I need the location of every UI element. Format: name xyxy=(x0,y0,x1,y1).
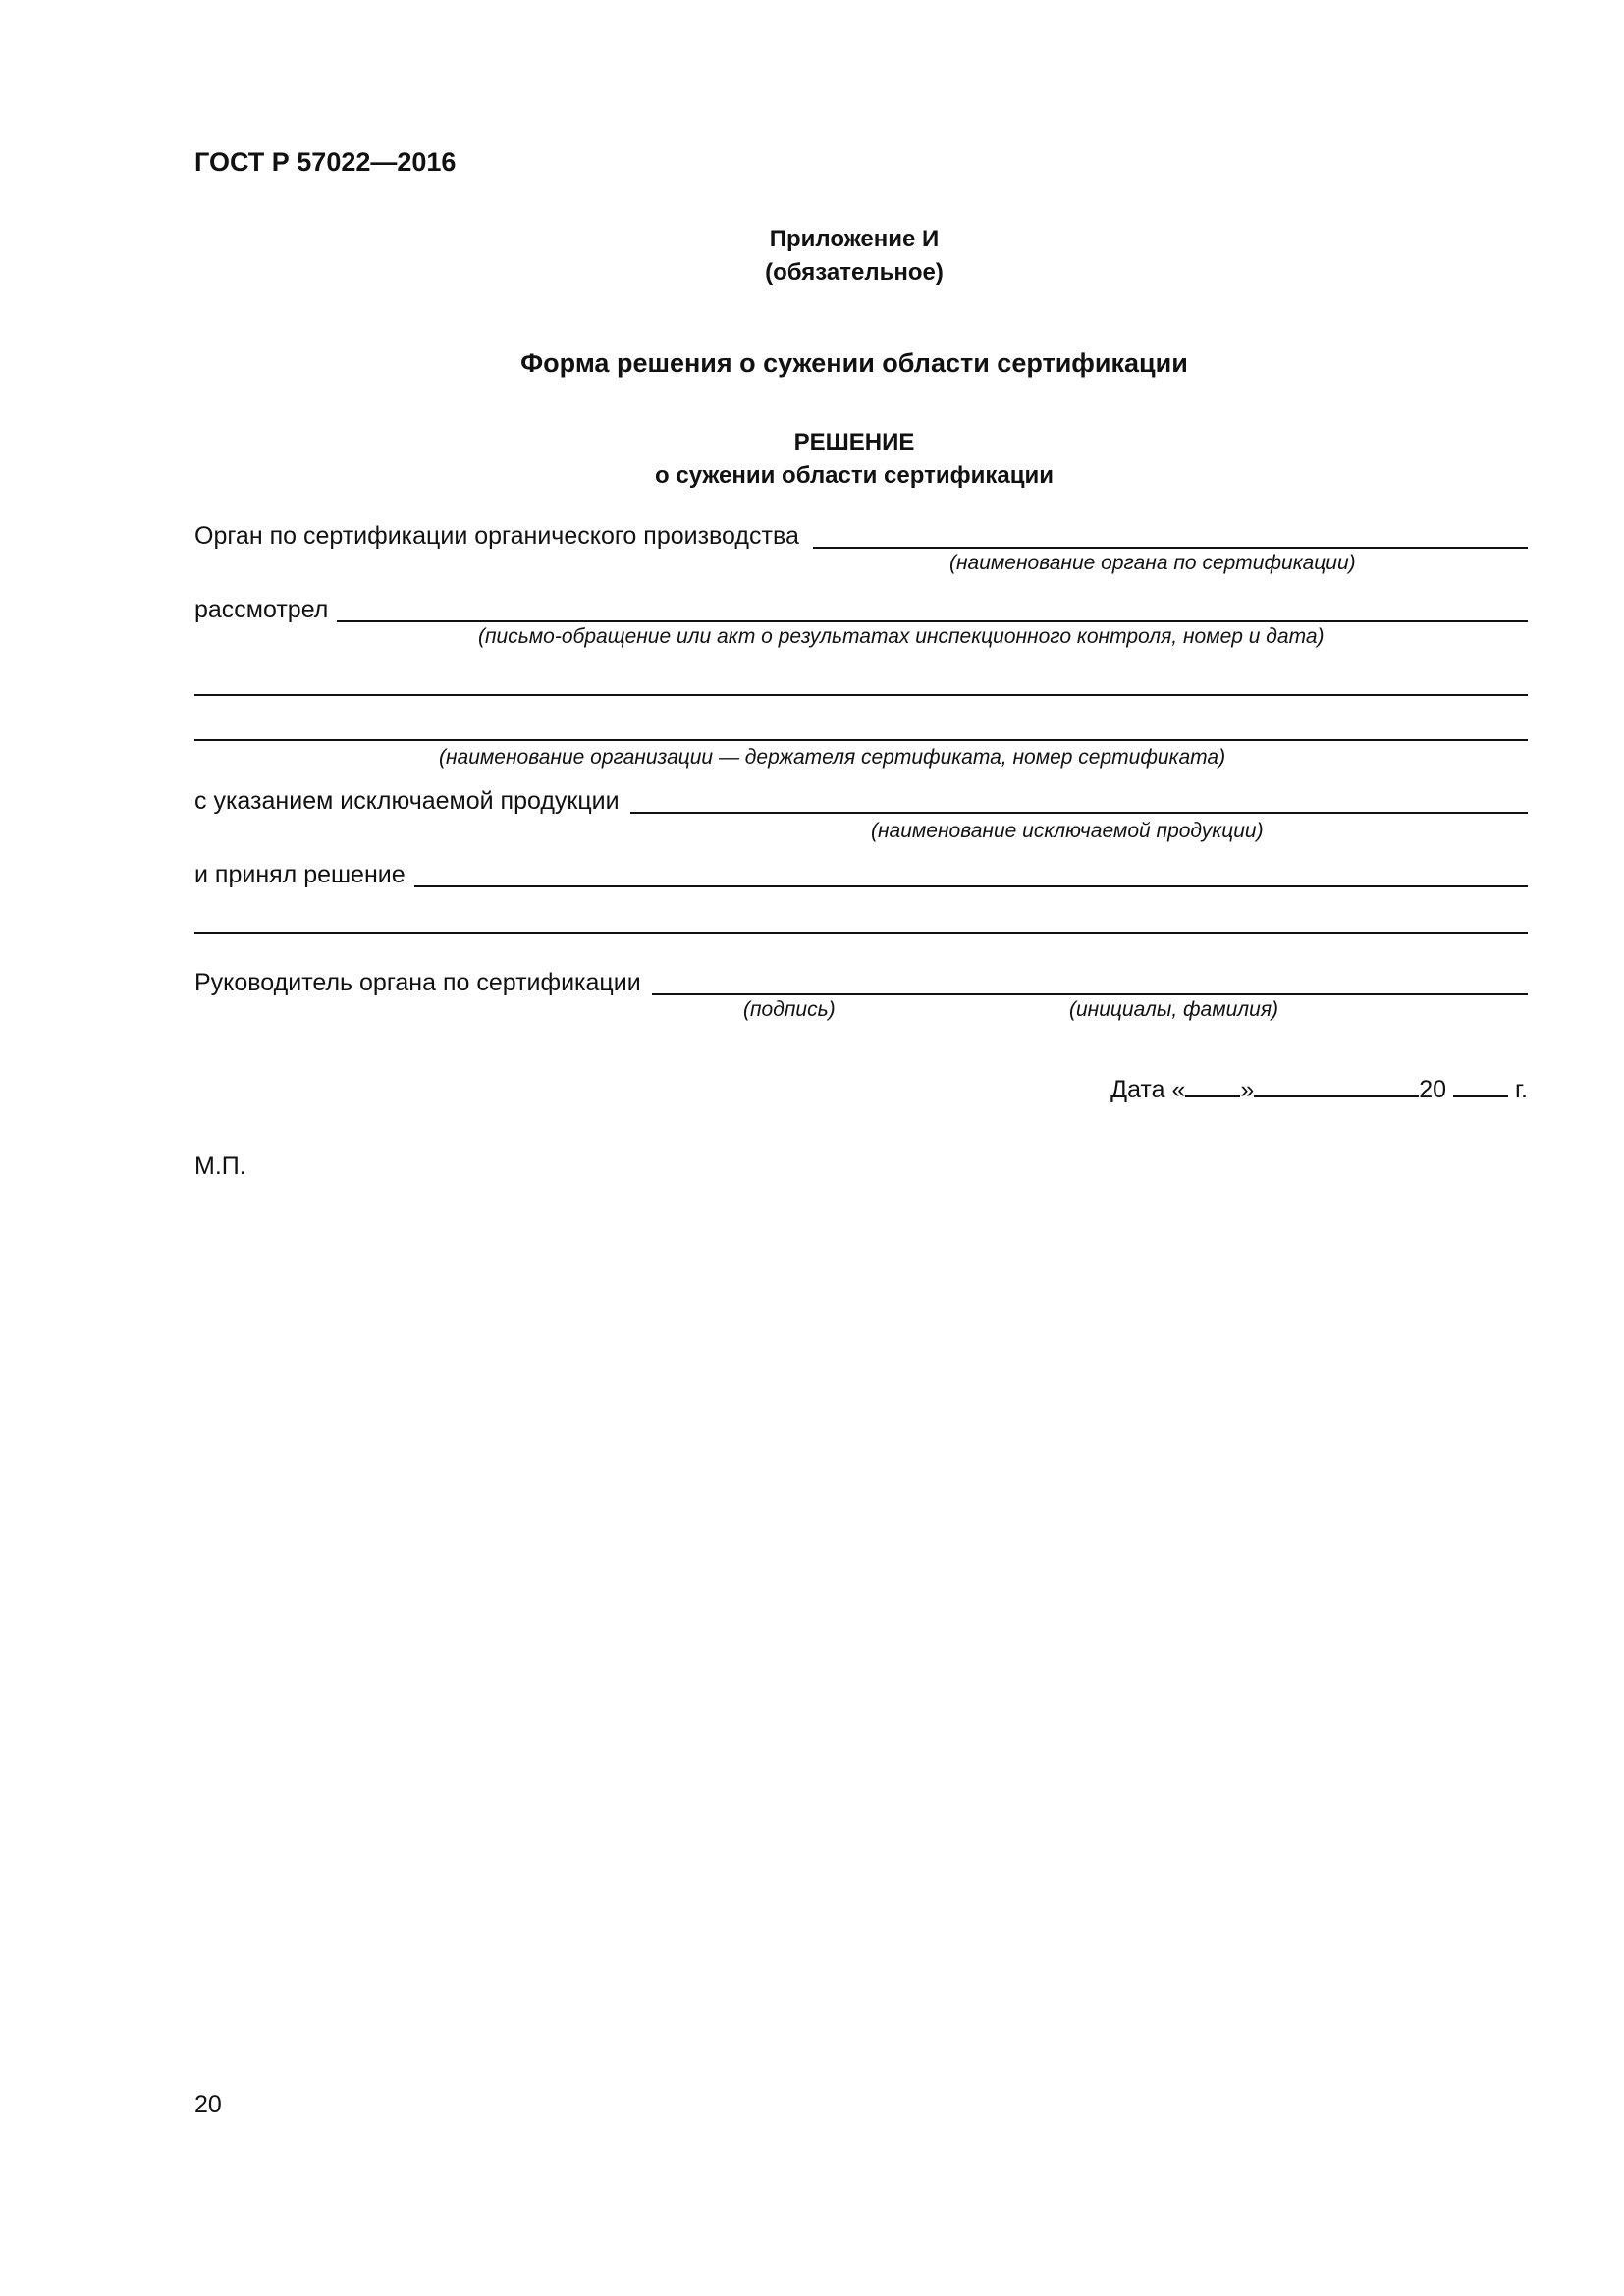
field-line-decision-1[interactable] xyxy=(414,885,1528,887)
field-line-excluded-products[interactable] xyxy=(630,812,1528,814)
field-hint-excluded-products: (наименование исключаемой продукции) xyxy=(871,820,1264,842)
decision-subtitle: о сужении области сертификации xyxy=(655,462,1054,489)
field-label-head: Руководитель органа по сертификации xyxy=(194,969,641,996)
date-day-blank[interactable] xyxy=(1185,1072,1240,1097)
page-number: 20 xyxy=(194,2091,222,2118)
annex-title: Приложение И xyxy=(769,226,940,252)
field-hint-organization: (наименование организации — держателя сертификата, номер сертификата) xyxy=(439,746,1226,769)
field-hint-initials: (инициалы, фамилия) xyxy=(1069,998,1279,1021)
field-label-reviewed: рассмотрел xyxy=(194,596,329,623)
decision-title: РЕШЕНИЕ xyxy=(793,429,915,455)
field-label-excluded-products: с указанием исключаемой продукции xyxy=(194,787,620,815)
date-month-blank[interactable] xyxy=(1254,1072,1419,1097)
field-hint-certification-body: (наименование органа по сертификации) xyxy=(949,552,1356,574)
document-header: ГОСТ Р 57022—2016 xyxy=(194,147,457,177)
date-close-quote: » xyxy=(1240,1076,1255,1103)
field-line-certification-body[interactable] xyxy=(813,547,1528,549)
field-line-organization-2[interactable] xyxy=(194,739,1528,741)
field-hint-signature: (подпись) xyxy=(743,998,836,1021)
field-hint-reviewed: (письмо-обращение или акт о результатах инспекционного контроля, номер и дата) xyxy=(478,625,1325,648)
annex-type: (обязательное) xyxy=(765,259,944,286)
field-line-decision-2[interactable] xyxy=(194,932,1528,934)
field-line-organization-1[interactable] xyxy=(194,694,1528,696)
date-label: Дата « xyxy=(1110,1076,1186,1103)
date-year-blank[interactable] xyxy=(1453,1072,1508,1097)
form-title: Форма решения о сужении области сертификации xyxy=(520,348,1188,378)
date-suffix: г. xyxy=(1514,1076,1528,1103)
field-label-decision: и принял решение xyxy=(194,861,406,888)
field-line-head[interactable] xyxy=(652,993,1528,995)
stamp-place: М.П. xyxy=(194,1152,246,1180)
date-row xyxy=(1110,1072,1528,1104)
date-century: 20 xyxy=(1419,1076,1447,1103)
field-line-reviewed[interactable] xyxy=(337,620,1528,622)
field-label-certification-body: Орган по сертификации органического производства xyxy=(194,522,799,550)
